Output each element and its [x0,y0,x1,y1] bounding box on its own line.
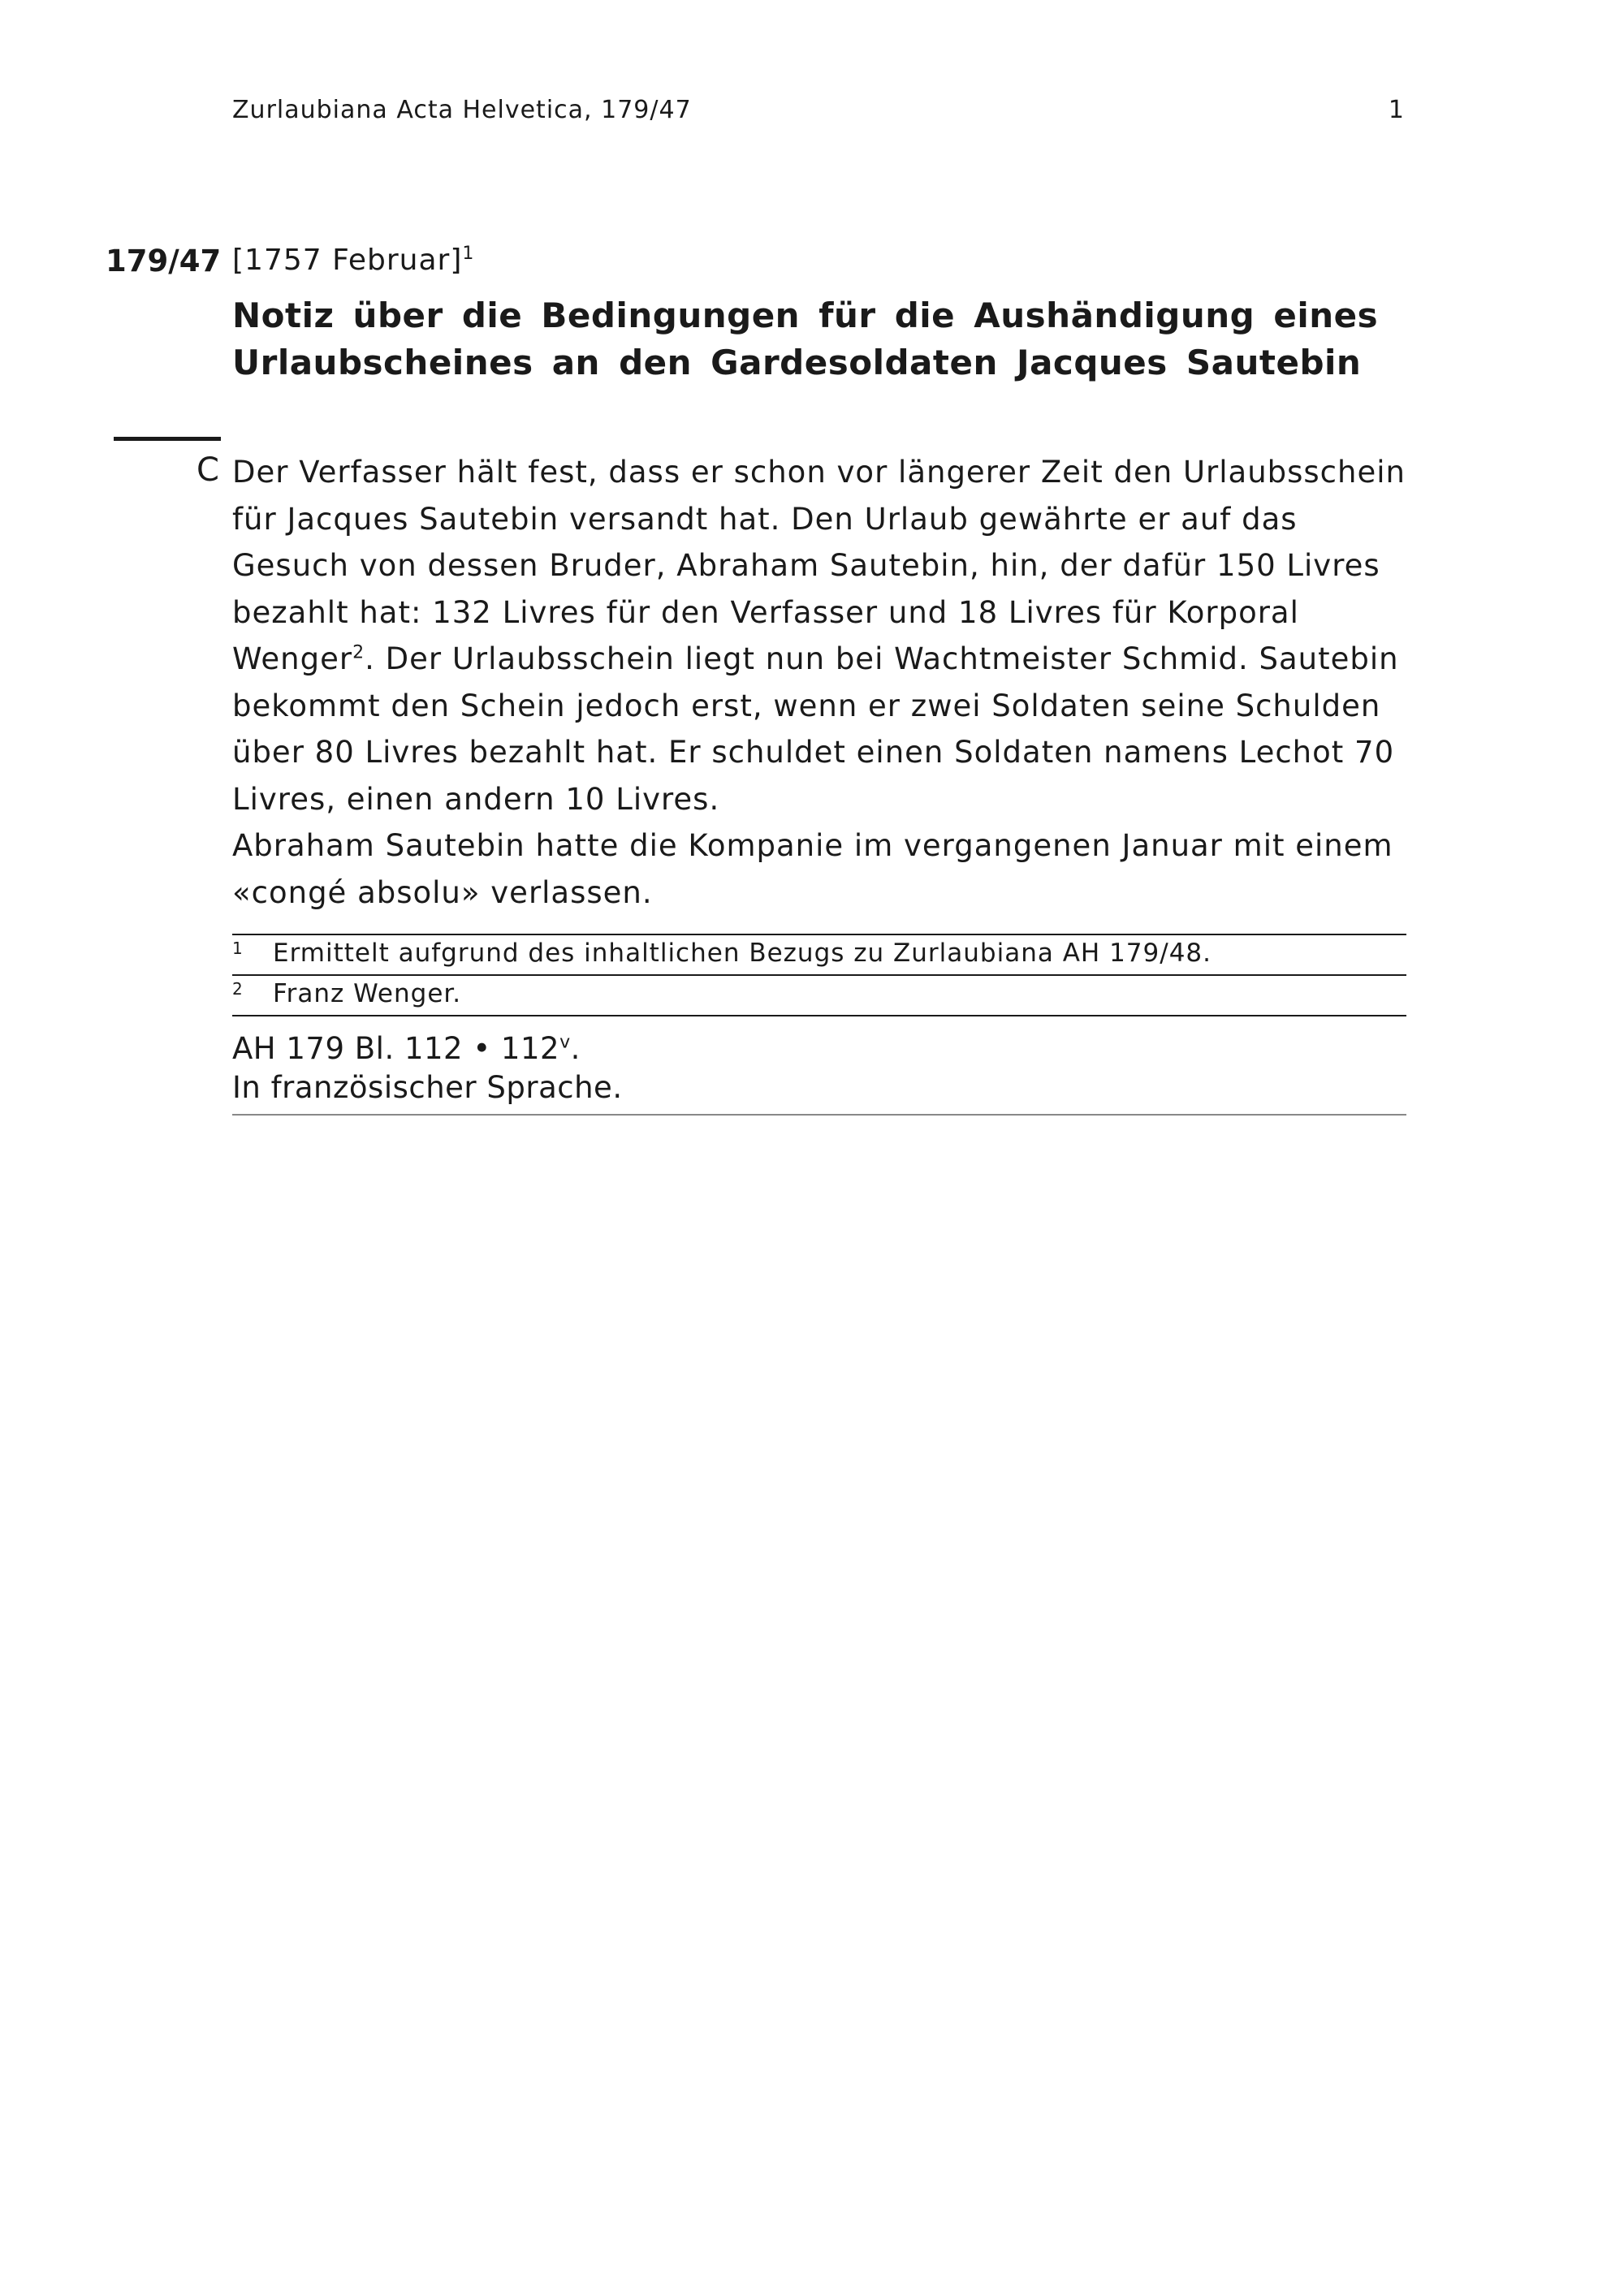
source-siglum: C [197,451,219,489]
regest-part-1: Der Verfasser hält fest, dass er schon vor längerer Zeit den Urlaubsschein für Jacques Sautebin versandt hat. Den Urlaub gewährte er auf das Gesuch von dessen Bruder, Abraham Sautebin, hin, der dafür 150 Livres bezahlt hat: 132 Livres für den Verfasser und 18 Livres für Korporal Wenger [232,455,1406,676]
margin-rule [114,437,221,441]
footnote-ref-1: 1 [462,244,475,264]
document-date-text: [1757 Februar] [232,244,463,277]
regest-part-2: . Der Urlaubsschein liegt nun bei Wachtmeister Schmid. Sautebin bekommt den Schein jedoch erst, wenn er zwei Soldaten seine Schulden über 80 Livres bezahlt hat. Er schuldet einen Soldaten namens Lechot 70 Livres, einen andern 10 Livres. [232,641,1399,817]
footnote-ref-2: 2 [352,642,365,663]
running-title: Zurlaubiana Acta Helvetica, 179/47 [232,96,692,124]
footnote-text: Ermittelt aufgrund des inhaltlichen Bezugs zu Zurlaubiana AH 179/48. [273,939,1212,968]
footnote-1 [232,934,1406,974]
footnotes [232,934,1406,1016]
shelfmark-verso: v [559,1032,571,1053]
document-number: 179/47 [106,244,222,278]
shelfmark-end: . [570,1031,581,1066]
regest-paragraph-1 [232,449,1410,822]
shelfmark [232,1029,1406,1068]
document-title: Notiz über die Bedingungen für die Aushändigung eines Urlaubscheines an den Gardesoldaten Jacques Sautebin [232,296,1379,382]
document-date [232,244,474,277]
regest-paragraph-2: Abraham Sautebin hatte die Kompanie im vergangenen Januar mit einem «congé absolu» verlassen. [232,828,1393,910]
footnote-mark: 1 [232,939,244,958]
source-description [232,1029,1406,1116]
running-header [232,96,1405,124]
footnote-2 [232,974,1406,1015]
footnote-mark: 2 [232,979,244,999]
footnotes-divider [232,1015,1406,1016]
language-note: In französischer Sprache. [232,1070,623,1105]
page-number: 1 [1388,96,1405,124]
footnote-text: Franz Wenger. [273,979,462,1008]
shelfmark-text: AH 179 Bl. 112 • 112 [232,1031,560,1066]
regest-text [232,449,1410,916]
